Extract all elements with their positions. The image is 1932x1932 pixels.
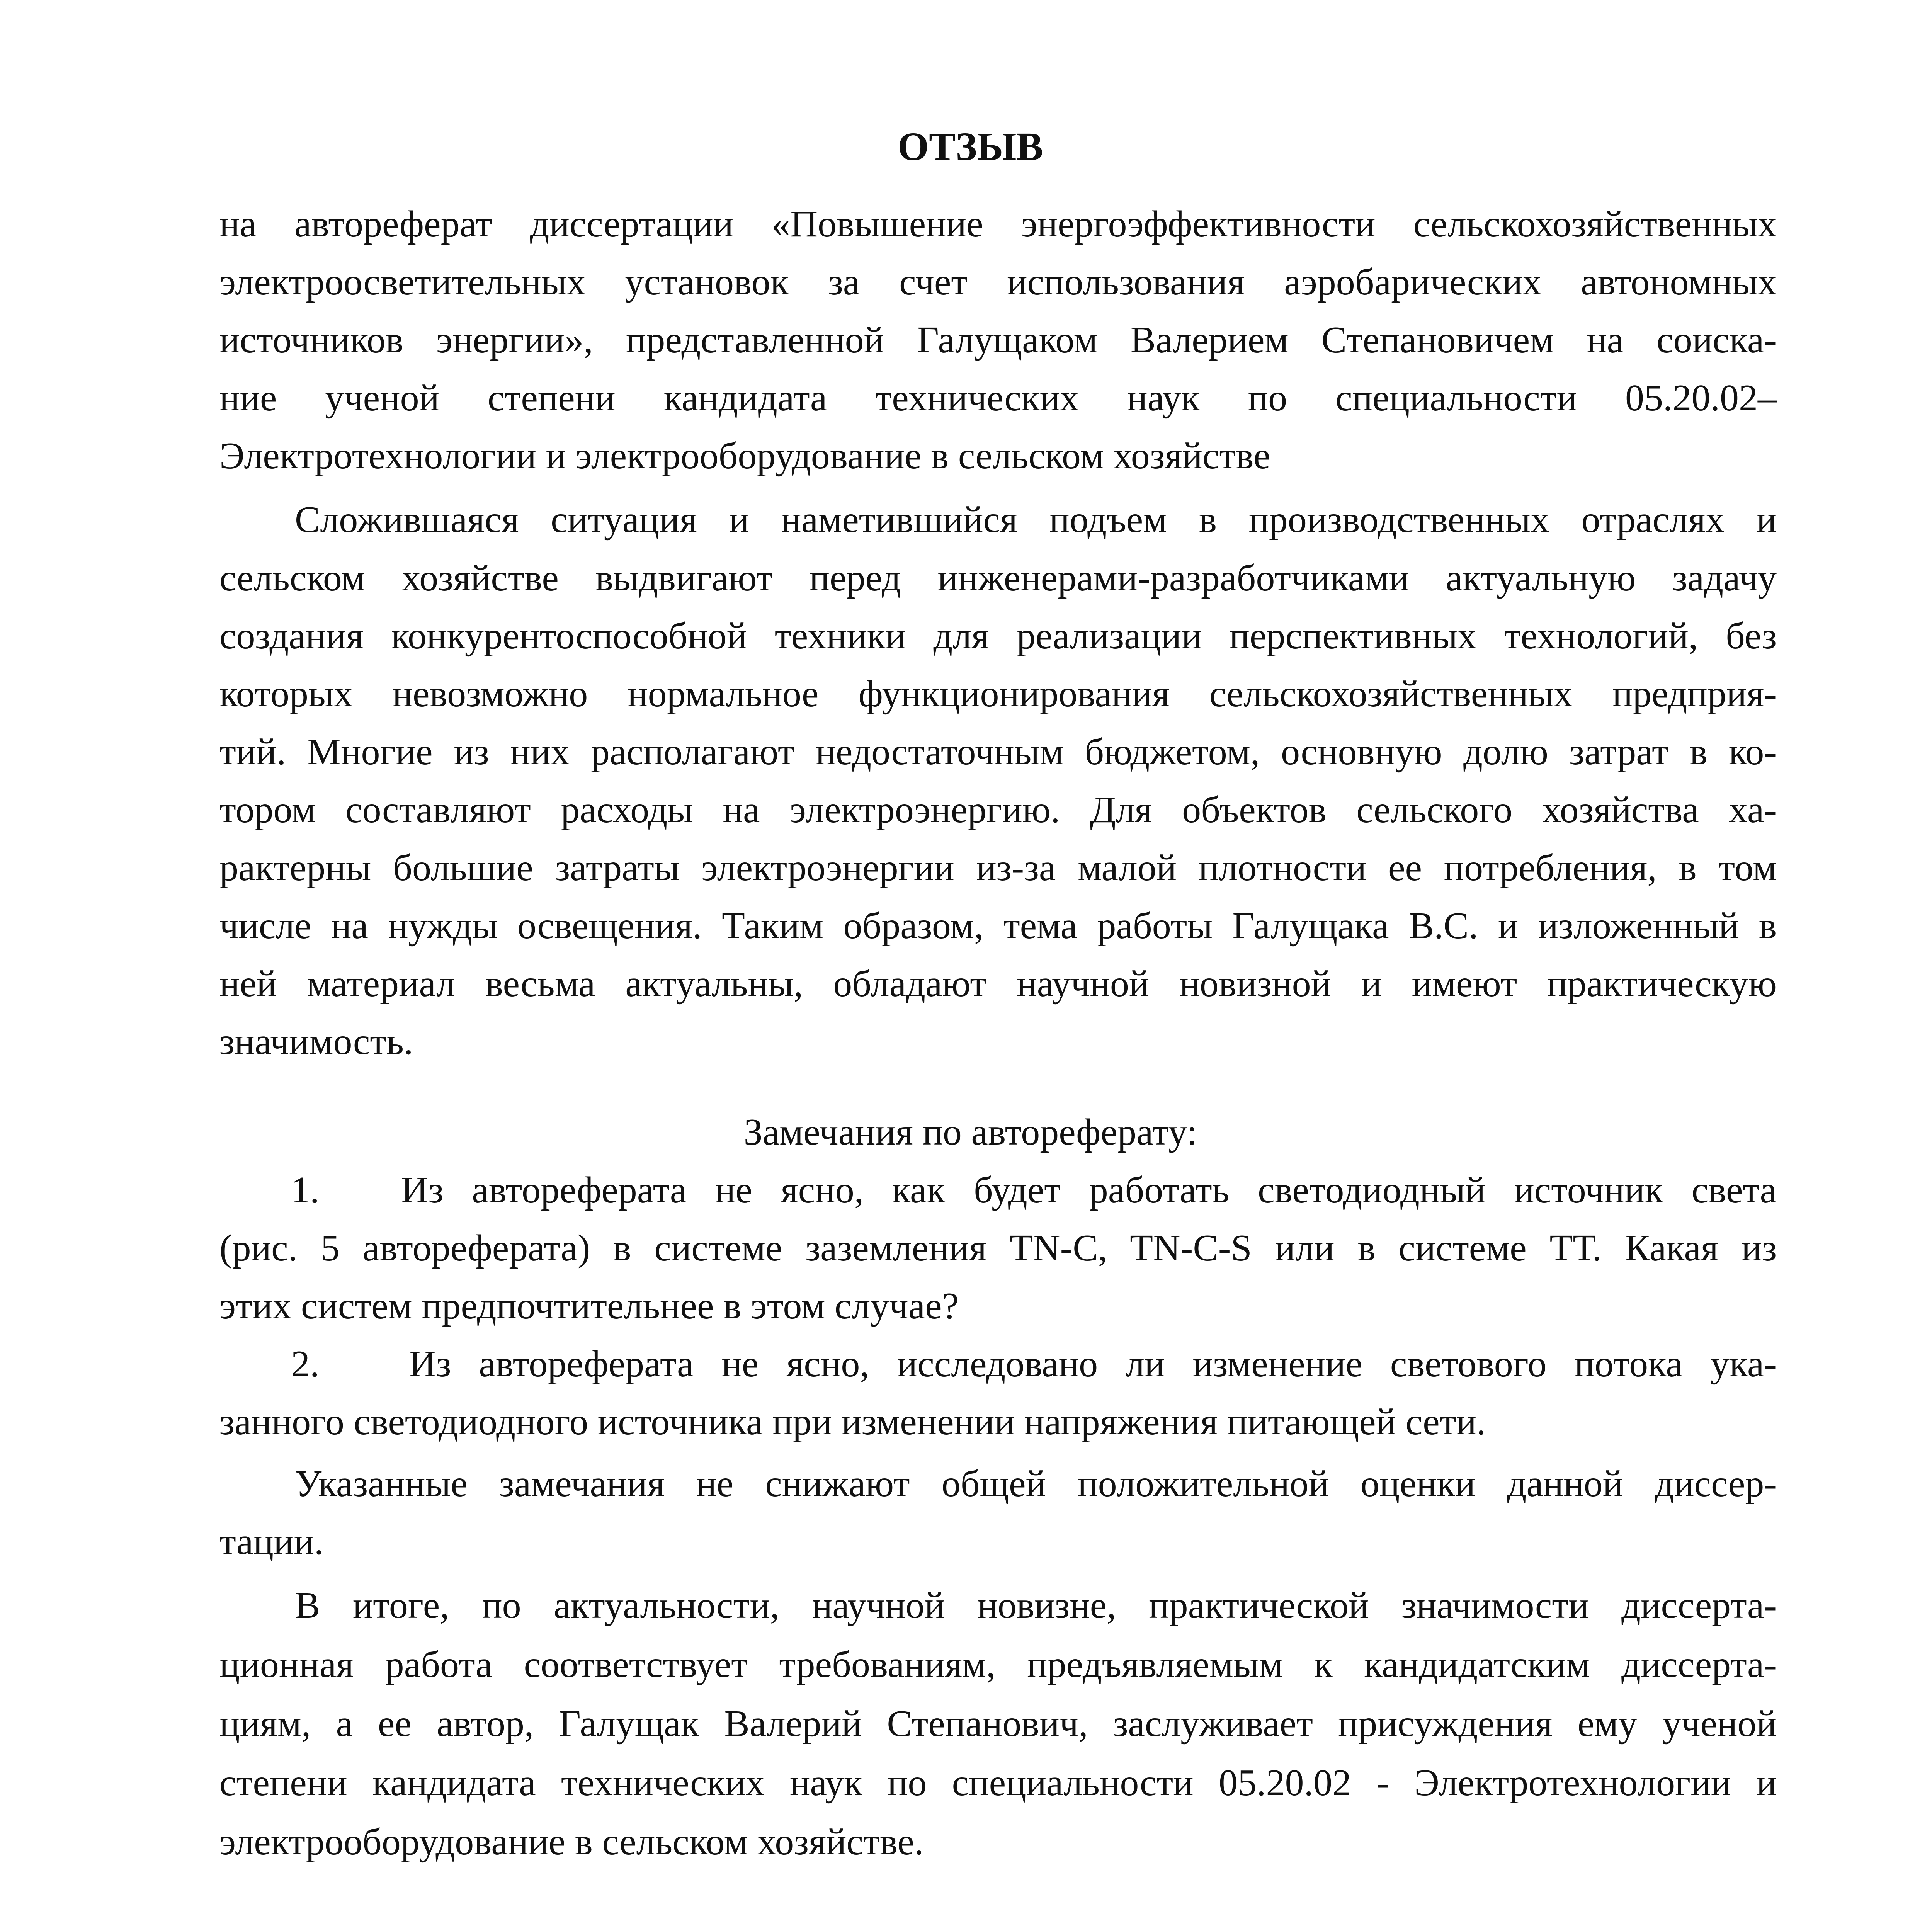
subtitle-line: источников энергии», представленной Галущаком Валерием Степановичем на соиска-	[219, 319, 1777, 361]
subtitle-line: ние ученой степени кандидата технических наук по специальности 05.20.02–	[219, 377, 1777, 419]
body-line: значимость.	[219, 1021, 413, 1063]
remark-line: (рис. 5 автореферата) в системе заземления TN-C, TN-C-S или в системе ТТ. Какая из	[219, 1227, 1777, 1269]
remark-item	[219, 1335, 1777, 1455]
body-line: тором составляют расходы на электроэнергию. Для объектов сельского хозяйства ха-	[219, 789, 1777, 831]
remark-number: 2.	[291, 1343, 320, 1385]
body-line: числе на нужды освещения. Таким образом, тема работы Галущака В.С. и изложенный в	[219, 905, 1777, 947]
document-title: ОТЗЫВ	[898, 124, 1043, 169]
remark-line: занного светодиодного источника при изменении напряжения питающей сети.	[219, 1401, 1486, 1443]
remark-item	[219, 1161, 1777, 1339]
conclusion-line: ционная работа соответствует требованиям, предъявляемым к кандидатским диссерта-	[219, 1644, 1777, 1685]
conclusion-line: степени кандидата технических наук по специальности 05.20.02 - Электротехнологии и	[219, 1762, 1777, 1804]
conclusion-line: В итоге, по актуальности, научной новизне, практической значимости диссерта-	[295, 1585, 1777, 1626]
body-line: тий. Многие из них располагают недостаточным бюджетом, основную долю затрат в ко-	[219, 731, 1777, 773]
subtitle	[219, 195, 1777, 485]
body-line: которых невозможно нормальное функционирования сельскохозяйственных предприя-	[219, 673, 1777, 715]
body-line: сельском хозяйстве выдвигают перед инженерами-разработчиками актуальную задачу	[219, 557, 1777, 599]
remark-line: этих систем предпочтительнее в этом случае?	[219, 1285, 959, 1327]
body-line: Сложившаяся ситуация и наметившийся подъем в производственных отраслях и	[295, 499, 1777, 541]
remark-line: Из автореферата не ясно, как будет работать светодиодный источник света	[401, 1169, 1777, 1211]
conclusion	[219, 1577, 1777, 1871]
note-line: тации.	[219, 1521, 324, 1563]
remark-number: 1.	[291, 1169, 320, 1211]
body-line: рактерны большие затраты электроэнергии из-за малой плотности ее потребления, в том	[219, 847, 1777, 889]
subtitle-line: на автореферат диссертации «Повышение энергоэффективности сельскохозяйственных	[219, 203, 1777, 245]
remarks-heading: Замечания по автореферату:	[743, 1111, 1197, 1153]
note-line: Указанные замечания не снижают общей положительной оценки данной диссер-	[295, 1463, 1777, 1505]
body-line: создания конкурентоспособной техники для реализации перспективных технологий, без	[219, 615, 1777, 657]
body-line: ней материал весьма актуальны, обладают научной новизной и имеют практическую	[219, 963, 1777, 1005]
conclusion-line: циям, а ее автор, Галущак Валерий Степанович, заслуживает присуждения ему ученой	[219, 1703, 1777, 1745]
conclusion-line: электрооборудование в сельском хозяйстве.	[219, 1821, 924, 1863]
subtitle-line: электроосветительных установок за счет использования аэробарических автономных	[219, 261, 1777, 303]
body-paragraph	[219, 491, 1777, 1071]
subtitle-line: Электротехнологии и электрооборудование в сельском хозяйстве	[219, 435, 1270, 477]
remarks-note	[219, 1455, 1777, 1571]
remark-line: Из автореферата не ясно, исследовано ли изменение светового потока ука-	[409, 1343, 1777, 1385]
